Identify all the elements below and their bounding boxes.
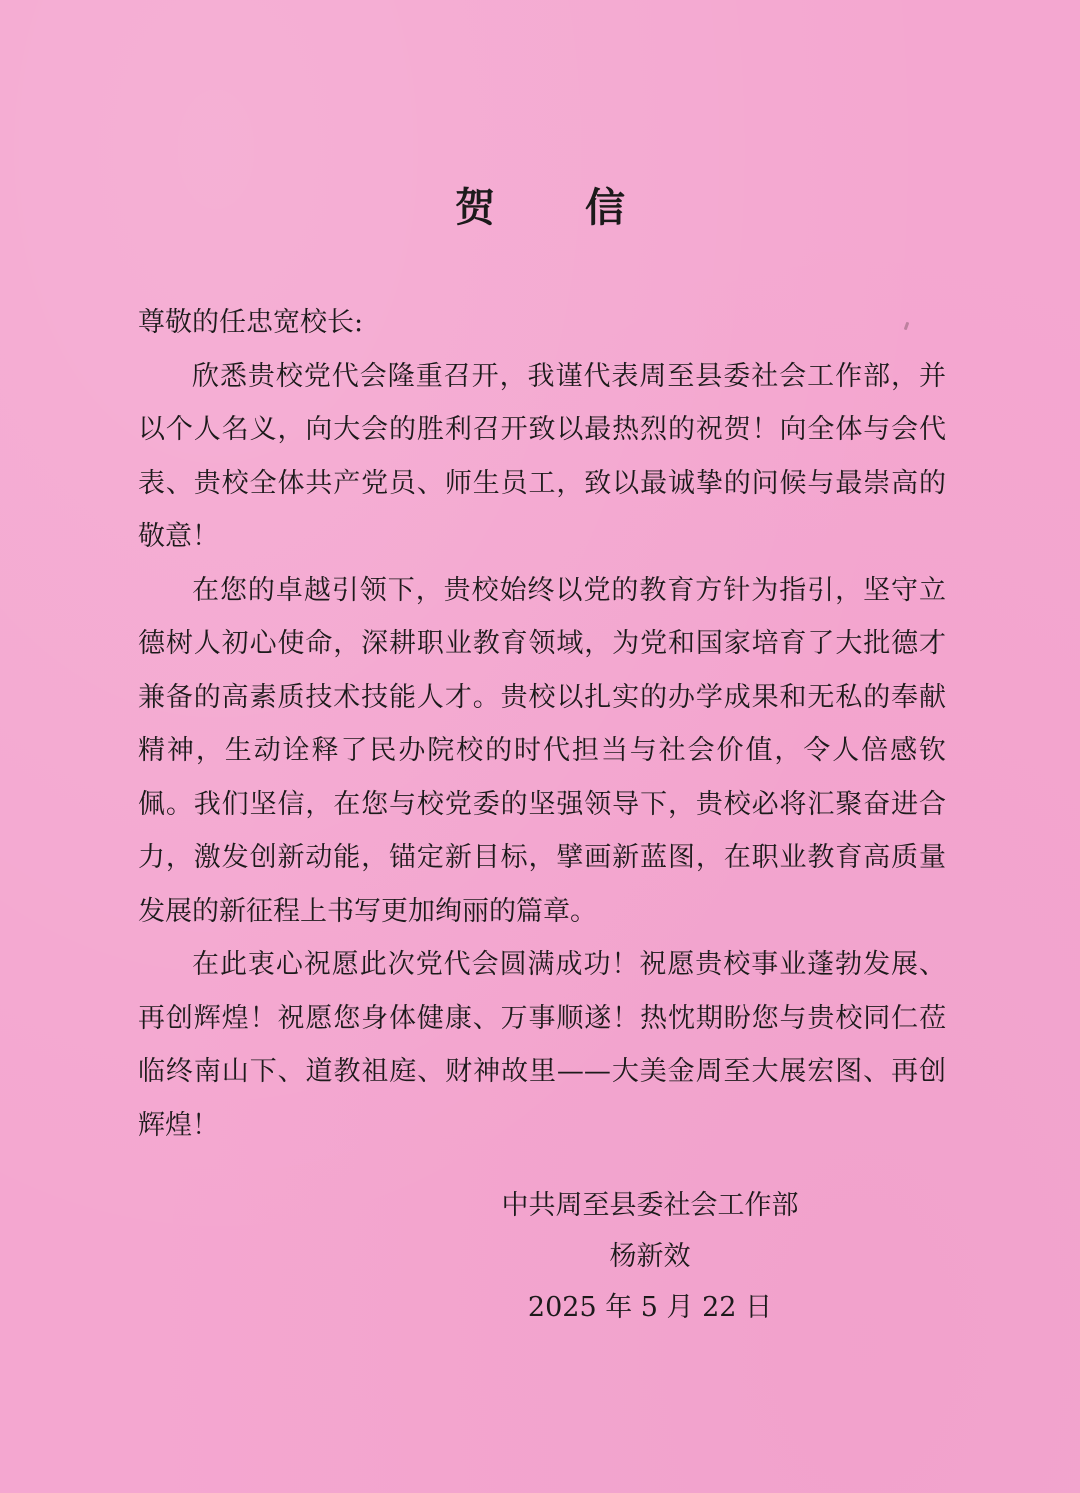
salutation: 尊敬的任忠宽校长: xyxy=(138,307,364,338)
signature-date: 2025 年 5 月 22 日 xyxy=(527,1292,773,1323)
signature-name: 杨新效 xyxy=(609,1241,691,1272)
paragraph-achievements: 在您的卓越引领下，贵校始终以党的教育方针为指引，坚守立德树人初心使命，深耕职业教育领域，为党和国家培育了大批德才兼备的高素质技术技能人才。贵校以扎实的办学成果和无私的奉献精神，生动诠释了民办院校的时代担当与社会价值，令人倍感钦佩。我们坚信，在您与校党委的坚强领导下，贵校必将汇聚奋进合力，激发创新动能，锚定新目标，擘画新蓝图，在职业教育高质量发展的新征程上书写更加绚丽的篇章。 xyxy=(138,574,946,927)
letter-body xyxy=(138,296,946,1152)
letter-title: 贺 信 xyxy=(455,184,663,231)
paragraph-congratulations: 欣悉贵校党代会隆重召开，我谨代表周至县委社会工作部，并以个人名义，向大会的胜利召开致以最热烈的祝贺！向全体与会代表、贵校全体共产党员、师生员工，致以最诚挚的问候与最崇高的敬意！ xyxy=(138,360,946,552)
signature-block xyxy=(460,1180,840,1333)
paragraph-wishes: 在此衷心祝愿此次党代会圆满成功！祝愿贵校事业蓬勃发展、再创辉煌！祝愿您身体健康、万事顺遂！热忱期盼您与贵校同仁莅临终南山下、道教祖庭、财神故里——大美金周至大展宏图、再创辉煌！ xyxy=(138,949,946,1141)
signature-organization: 中共周至县委社会工作部 xyxy=(501,1190,799,1221)
